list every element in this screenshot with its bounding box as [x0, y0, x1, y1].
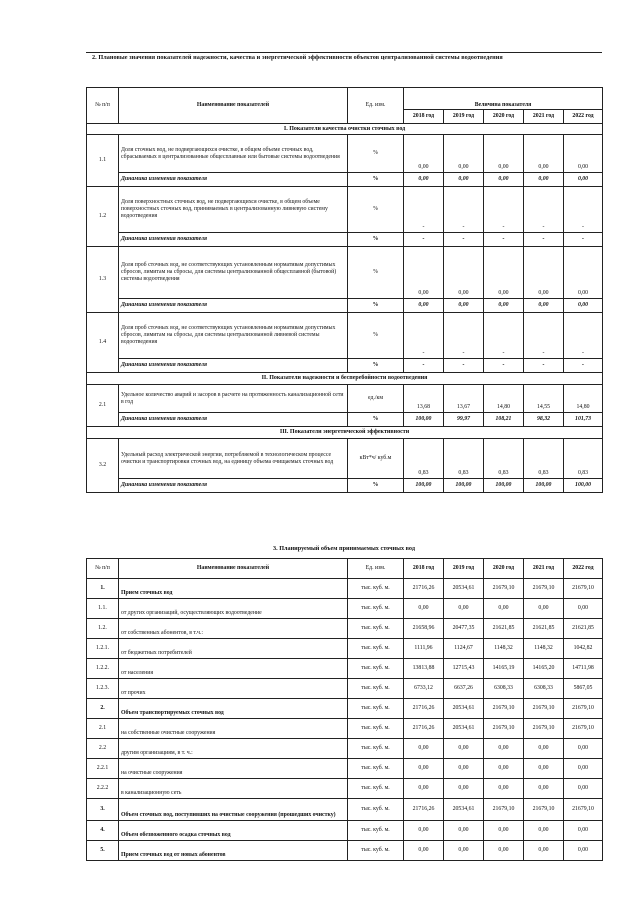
value-cell: -: [444, 313, 484, 359]
dynamics-value: 0,00: [444, 173, 484, 187]
value-cell: 21679,10: [524, 799, 564, 821]
dynamics-value: 100,00: [404, 413, 444, 427]
dynamics-value: -: [404, 233, 444, 247]
dynamics-value: -: [444, 233, 484, 247]
indicator-name: Доля сточных вод, не подвергающихся очистке, в общем объеме сточных вод, сбрасываемых в централизованные общесплавные или бытовые системы водоотведения: [119, 135, 348, 173]
value-cell: 21679,10: [484, 699, 524, 719]
row-number: 1.1.: [87, 599, 119, 619]
value-cell: 0,00: [404, 841, 444, 861]
value-cell: 21679,10: [564, 719, 603, 739]
value-cell: -: [564, 313, 603, 359]
value-cell: 20534,61: [444, 699, 484, 719]
value-cell: 0,00: [444, 841, 484, 861]
unit: тыс. куб. м.: [348, 579, 404, 599]
year-header: 2019 год: [444, 559, 484, 579]
group-row: [87, 124, 603, 135]
value-cell: 20534,61: [444, 799, 484, 821]
unit: тыс. куб. м.: [348, 599, 404, 619]
value-cell: 1148,32: [484, 639, 524, 659]
col-num-header: № п/п: [87, 559, 119, 579]
dynamics-value: 101,73: [564, 413, 603, 427]
dynamics-value: -: [484, 359, 524, 373]
value-cell: 0,00: [404, 599, 444, 619]
value-cell: 5867,05: [564, 679, 603, 699]
value-cell: 0,00: [484, 247, 524, 299]
value-cell: 21679,10: [524, 579, 564, 599]
dynamics-value: 100,00: [404, 479, 444, 493]
value-cell: -: [444, 187, 484, 233]
value-cell: 0,00: [444, 247, 484, 299]
group-title: II. Показатели надежности и бесперебойности водоотведения: [87, 373, 603, 385]
value-cell: 0,00: [404, 247, 444, 299]
value-cell: 6308,33: [524, 679, 564, 699]
volume-row: [87, 759, 603, 779]
dynamics-value: -: [444, 359, 484, 373]
row-number: 3.2: [87, 439, 119, 493]
dynamics-value: 0,00: [404, 299, 444, 313]
volume-row: [87, 779, 603, 799]
indicator-row: [87, 135, 603, 173]
dynamics-unit: %: [348, 359, 404, 373]
value-cell: 0,00: [404, 821, 444, 841]
unit: кВт*ч/ куб.м: [348, 439, 404, 479]
value-cell: 12715,43: [444, 659, 484, 679]
value-cell: 0,00: [404, 759, 444, 779]
value-cell: 0,00: [524, 739, 564, 759]
volume-row: [87, 639, 603, 659]
dynamics-value: 0,00: [564, 173, 603, 187]
value-cell: 21621,85: [564, 619, 603, 639]
dynamics-label: Динамика изменения показателя: [119, 173, 348, 187]
value-cell: 0,00: [484, 599, 524, 619]
row-number: 1.2.1.: [87, 639, 119, 659]
year-header: 2022 год: [564, 110, 603, 124]
dynamics-label: Динамика изменения показателя: [119, 299, 348, 313]
row-number: 5.: [87, 841, 119, 861]
value-cell: 0,00: [564, 247, 603, 299]
indicator-row: [87, 385, 603, 413]
row-number: 2.1: [87, 719, 119, 739]
indicator-name: Доля поверхностных сточных вод, не подвергающихся очистке, в общем объеме поверхностных сточных вод, принимаемых в централизованную ливневую систему водоотведения: [119, 187, 348, 233]
indicator-name: от других организаций, осуществляющих водоотведение: [119, 599, 348, 619]
dynamics-row: [87, 413, 603, 427]
unit: тыс. куб. м.: [348, 821, 404, 841]
value-cell: 21679,10: [564, 699, 603, 719]
group-row: [87, 427, 603, 439]
indicator-name: в канализационную сеть: [119, 779, 348, 799]
value-cell: -: [484, 187, 524, 233]
unit: тыс. куб. м.: [348, 699, 404, 719]
indicator-name: Удельный расход электрической энергии, потребляемой в технологическом процессе очистки и транспортировки сточных вод, на единицу объема очищаемых сточных вод: [119, 439, 348, 479]
unit: тыс. куб. м.: [348, 841, 404, 861]
year-header: 2022 год: [564, 559, 603, 579]
volume-row: [87, 679, 603, 699]
value-cell: 21716,26: [404, 719, 444, 739]
value-cell: 21658,96: [404, 619, 444, 639]
value-cell: 21716,26: [404, 799, 444, 821]
value-cell: 14711,98: [564, 659, 603, 679]
value-cell: 0,00: [484, 135, 524, 173]
value-cell: 21621,85: [524, 619, 564, 639]
unit: тыс. куб. м.: [348, 659, 404, 679]
unit: тыс. куб. м.: [348, 799, 404, 821]
indicator-name: другим организациям, в т. ч.:: [119, 739, 348, 759]
dynamics-value: 108,21: [484, 413, 524, 427]
indicator-name: Объем транспортируемых сточных вод: [119, 699, 348, 719]
row-number: 1.2: [87, 187, 119, 247]
year-header: 2021 год: [524, 559, 564, 579]
unit: тыс. куб. м.: [348, 619, 404, 639]
value-cell: 0,00: [444, 759, 484, 779]
row-number: 3.: [87, 799, 119, 821]
dynamics-value: -: [404, 359, 444, 373]
row-number: 1.4: [87, 313, 119, 373]
value-cell: -: [564, 187, 603, 233]
unit: тыс. куб. м.: [348, 759, 404, 779]
value-cell: 0,00: [404, 135, 444, 173]
dynamics-value: -: [564, 359, 603, 373]
header-row: [87, 88, 603, 110]
value-cell: 0,00: [484, 739, 524, 759]
col-name-header: Наименование показателей: [119, 88, 348, 124]
value-cell: -: [524, 313, 564, 359]
unit: тыс. куб. м.: [348, 719, 404, 739]
header-row: [87, 559, 603, 579]
value-cell: 0,00: [564, 841, 603, 861]
volume-row: [87, 821, 603, 841]
value-cell: 0,00: [524, 759, 564, 779]
value-cell: 0,00: [404, 779, 444, 799]
volume-row: [87, 599, 603, 619]
value-cell: 0,00: [404, 739, 444, 759]
value-cell: 20534,61: [444, 579, 484, 599]
value-cell: -: [524, 187, 564, 233]
value-cell: 0,00: [444, 821, 484, 841]
value-cell: 0,00: [444, 599, 484, 619]
value-cell: 21716,26: [404, 579, 444, 599]
dynamics-row: [87, 233, 603, 247]
volume-row: [87, 719, 603, 739]
value-cell: 0,00: [444, 739, 484, 759]
unit: ед./км: [348, 385, 404, 413]
group-title: I. Показатели качества очистки сточных вод: [87, 124, 603, 135]
volume-row: [87, 659, 603, 679]
value-cell: 0,83: [484, 439, 524, 479]
dynamics-unit: %: [348, 413, 404, 427]
dynamics-value: -: [564, 233, 603, 247]
indicator-name: на очистные сооружения: [119, 759, 348, 779]
unit: тыс. куб. м.: [348, 679, 404, 699]
value-cell: 0,00: [564, 779, 603, 799]
value-cell: 13,67: [444, 385, 484, 413]
indicator-name: от собственных абонентов, в т.ч.:: [119, 619, 348, 639]
value-cell: 21716,26: [404, 699, 444, 719]
value-cell: 14165,19: [484, 659, 524, 679]
group-title: III. Показатели энергетической эффективности: [87, 427, 603, 439]
value-cell: -: [404, 313, 444, 359]
unit: %: [348, 247, 404, 299]
value-cell: 21621,85: [484, 619, 524, 639]
unit: тыс. куб. м.: [348, 639, 404, 659]
dynamics-value: 98,32: [524, 413, 564, 427]
value-cell: 6308,33: [484, 679, 524, 699]
row-number: 2.2.1: [87, 759, 119, 779]
value-cell: 6637,26: [444, 679, 484, 699]
value-cell: 14,80: [484, 385, 524, 413]
value-cell: 0,00: [484, 779, 524, 799]
value-cell: 0,83: [404, 439, 444, 479]
row-number: 1.2.: [87, 619, 119, 639]
dynamics-value: -: [524, 359, 564, 373]
group-row: [87, 373, 603, 385]
value-cell: 0,00: [444, 779, 484, 799]
volume-row: [87, 579, 603, 599]
col-num-header: № п/п: [87, 88, 119, 124]
value-cell: -: [404, 187, 444, 233]
year-header: 2018 год: [404, 110, 444, 124]
dynamics-label: Динамика изменения показателя: [119, 479, 348, 493]
dynamics-value: 100,00: [524, 479, 564, 493]
value-cell: 20477,35: [444, 619, 484, 639]
reliability-indicators-table: [86, 87, 603, 493]
dynamics-value: 100,00: [444, 479, 484, 493]
dynamics-value: 100,00: [484, 479, 524, 493]
wastewater-volume-table: [86, 558, 603, 861]
value-cell: 1042,82: [564, 639, 603, 659]
indicator-name: Удельное количество аварий и засоров в расчете на протяженность канализационной сети в год: [119, 385, 348, 413]
value-cell: 21679,10: [484, 719, 524, 739]
value-cell: 0,83: [444, 439, 484, 479]
value-cell: 1124,67: [444, 639, 484, 659]
row-number: 1.1: [87, 135, 119, 187]
indicator-name: от населения: [119, 659, 348, 679]
col-unit-header: Ед. изм.: [348, 559, 404, 579]
dynamics-value: -: [524, 233, 564, 247]
unit: %: [348, 313, 404, 359]
volume-row: [87, 799, 603, 821]
value-cell: 1148,32: [524, 639, 564, 659]
volume-row: [87, 739, 603, 759]
dynamics-value: 0,00: [564, 299, 603, 313]
indicator-row: [87, 439, 603, 479]
value-cell: 0,00: [524, 779, 564, 799]
dynamics-row: [87, 359, 603, 373]
value-cell: 21679,10: [484, 799, 524, 821]
col-value-header: Величина показателя: [404, 88, 603, 110]
dynamics-label: Динамика изменения показателя: [119, 359, 348, 373]
value-cell: 14165,20: [524, 659, 564, 679]
indicator-name: Доля проб сточных вод, не соответствующих установленным нормативам допустимых сбросов, лимитам на сбросы, для системы централизованной общесплавной (бытовой) системы водоотведения: [119, 247, 348, 299]
value-cell: 0,00: [564, 599, 603, 619]
value-cell: 0,00: [564, 135, 603, 173]
dynamics-row: [87, 299, 603, 313]
value-cell: 21679,10: [564, 799, 603, 821]
value-cell: 21679,10: [524, 699, 564, 719]
top-rule: [86, 52, 602, 53]
row-number: 2.: [87, 699, 119, 719]
indicator-row: [87, 247, 603, 299]
col-name-header: Наименование показателей: [119, 559, 348, 579]
value-cell: 0,00: [564, 821, 603, 841]
row-number: 4.: [87, 821, 119, 841]
dynamics-unit: %: [348, 479, 404, 493]
value-cell: 0,00: [564, 739, 603, 759]
value-cell: 21679,10: [564, 579, 603, 599]
indicator-name: Прием сточных вод: [119, 579, 348, 599]
value-cell: 1111,96: [404, 639, 444, 659]
indicator-name: Объем сточных вод, поступивших на очистные сооружения (прошедших очистку): [119, 799, 348, 821]
row-number: 1.3: [87, 247, 119, 313]
section3-heading: 3. Планируемый объем принимаемых сточных вод: [273, 545, 415, 552]
dynamics-row: [87, 173, 603, 187]
row-number: 1.2.2.: [87, 659, 119, 679]
dynamics-row: [87, 479, 603, 493]
value-cell: 14,80: [564, 385, 603, 413]
dynamics-label: Динамика изменения показателя: [119, 233, 348, 247]
row-number: 1.: [87, 579, 119, 599]
section2-heading: 2. Плановые значения показателей надежности, качества и энергетической эффективности объектов централизованной системы водоотведения: [92, 54, 503, 61]
value-cell: 21679,10: [484, 579, 524, 599]
year-header: 2020 год: [484, 559, 524, 579]
year-header: 2018 год: [404, 559, 444, 579]
value-cell: 13,68: [404, 385, 444, 413]
value-cell: 21679,10: [524, 719, 564, 739]
dynamics-value: 0,00: [484, 299, 524, 313]
value-cell: 13813,88: [404, 659, 444, 679]
value-cell: 0,83: [564, 439, 603, 479]
dynamics-label: Динамика изменения показателя: [119, 413, 348, 427]
unit: тыс. куб. м.: [348, 779, 404, 799]
dynamics-unit: %: [348, 233, 404, 247]
col-unit-header: Ед. изм.: [348, 88, 404, 124]
value-cell: 0,00: [524, 841, 564, 861]
value-cell: -: [484, 313, 524, 359]
year-header: 2019 год: [444, 110, 484, 124]
volume-row: [87, 841, 603, 861]
unit: %: [348, 135, 404, 173]
dynamics-value: 0,00: [404, 173, 444, 187]
dynamics-value: -: [484, 233, 524, 247]
dynamics-value: 0,00: [444, 299, 484, 313]
dynamics-value: 0,00: [524, 299, 564, 313]
indicator-row: [87, 187, 603, 233]
year-header: 2020 год: [484, 110, 524, 124]
indicator-row: [87, 313, 603, 359]
dynamics-value: 0,00: [484, 173, 524, 187]
value-cell: 20534,61: [444, 719, 484, 739]
row-number: 2.2.2: [87, 779, 119, 799]
indicator-name: на собственные очистные сооружения: [119, 719, 348, 739]
dynamics-unit: %: [348, 299, 404, 313]
row-number: 2.1: [87, 385, 119, 427]
value-cell: 0,00: [524, 821, 564, 841]
dynamics-value: 100,00: [564, 479, 603, 493]
value-cell: 0,00: [444, 135, 484, 173]
year-header: 2021 год: [524, 110, 564, 124]
value-cell: 0,00: [484, 821, 524, 841]
volume-row: [87, 619, 603, 639]
value-cell: 0,83: [524, 439, 564, 479]
value-cell: 0,00: [564, 759, 603, 779]
volume-row: [87, 699, 603, 719]
dynamics-unit: %: [348, 173, 404, 187]
value-cell: 0,00: [484, 841, 524, 861]
value-cell: 6733,12: [404, 679, 444, 699]
indicator-name: Прием сточных вод от новых абонентов: [119, 841, 348, 861]
indicator-name: от бюджетных потребителей: [119, 639, 348, 659]
dynamics-value: 0,00: [524, 173, 564, 187]
indicator-name: Доля проб сточных вод, не соответствующих установленным нормативам допустимых сбросов, лимитам на сбросы, для системы централизованной ливневой системы водоотведения: [119, 313, 348, 359]
dynamics-value: 99,97: [444, 413, 484, 427]
value-cell: 14,55: [524, 385, 564, 413]
indicator-name: от прочих: [119, 679, 348, 699]
row-number: 1.2.3.: [87, 679, 119, 699]
row-number: 2.2: [87, 739, 119, 759]
value-cell: 0,00: [484, 759, 524, 779]
value-cell: 0,00: [524, 135, 564, 173]
unit: %: [348, 187, 404, 233]
value-cell: 0,00: [524, 247, 564, 299]
indicator-name: Объем обезвоженного осадка сточных вод: [119, 821, 348, 841]
value-cell: 0,00: [524, 599, 564, 619]
unit: тыс. куб. м.: [348, 739, 404, 759]
